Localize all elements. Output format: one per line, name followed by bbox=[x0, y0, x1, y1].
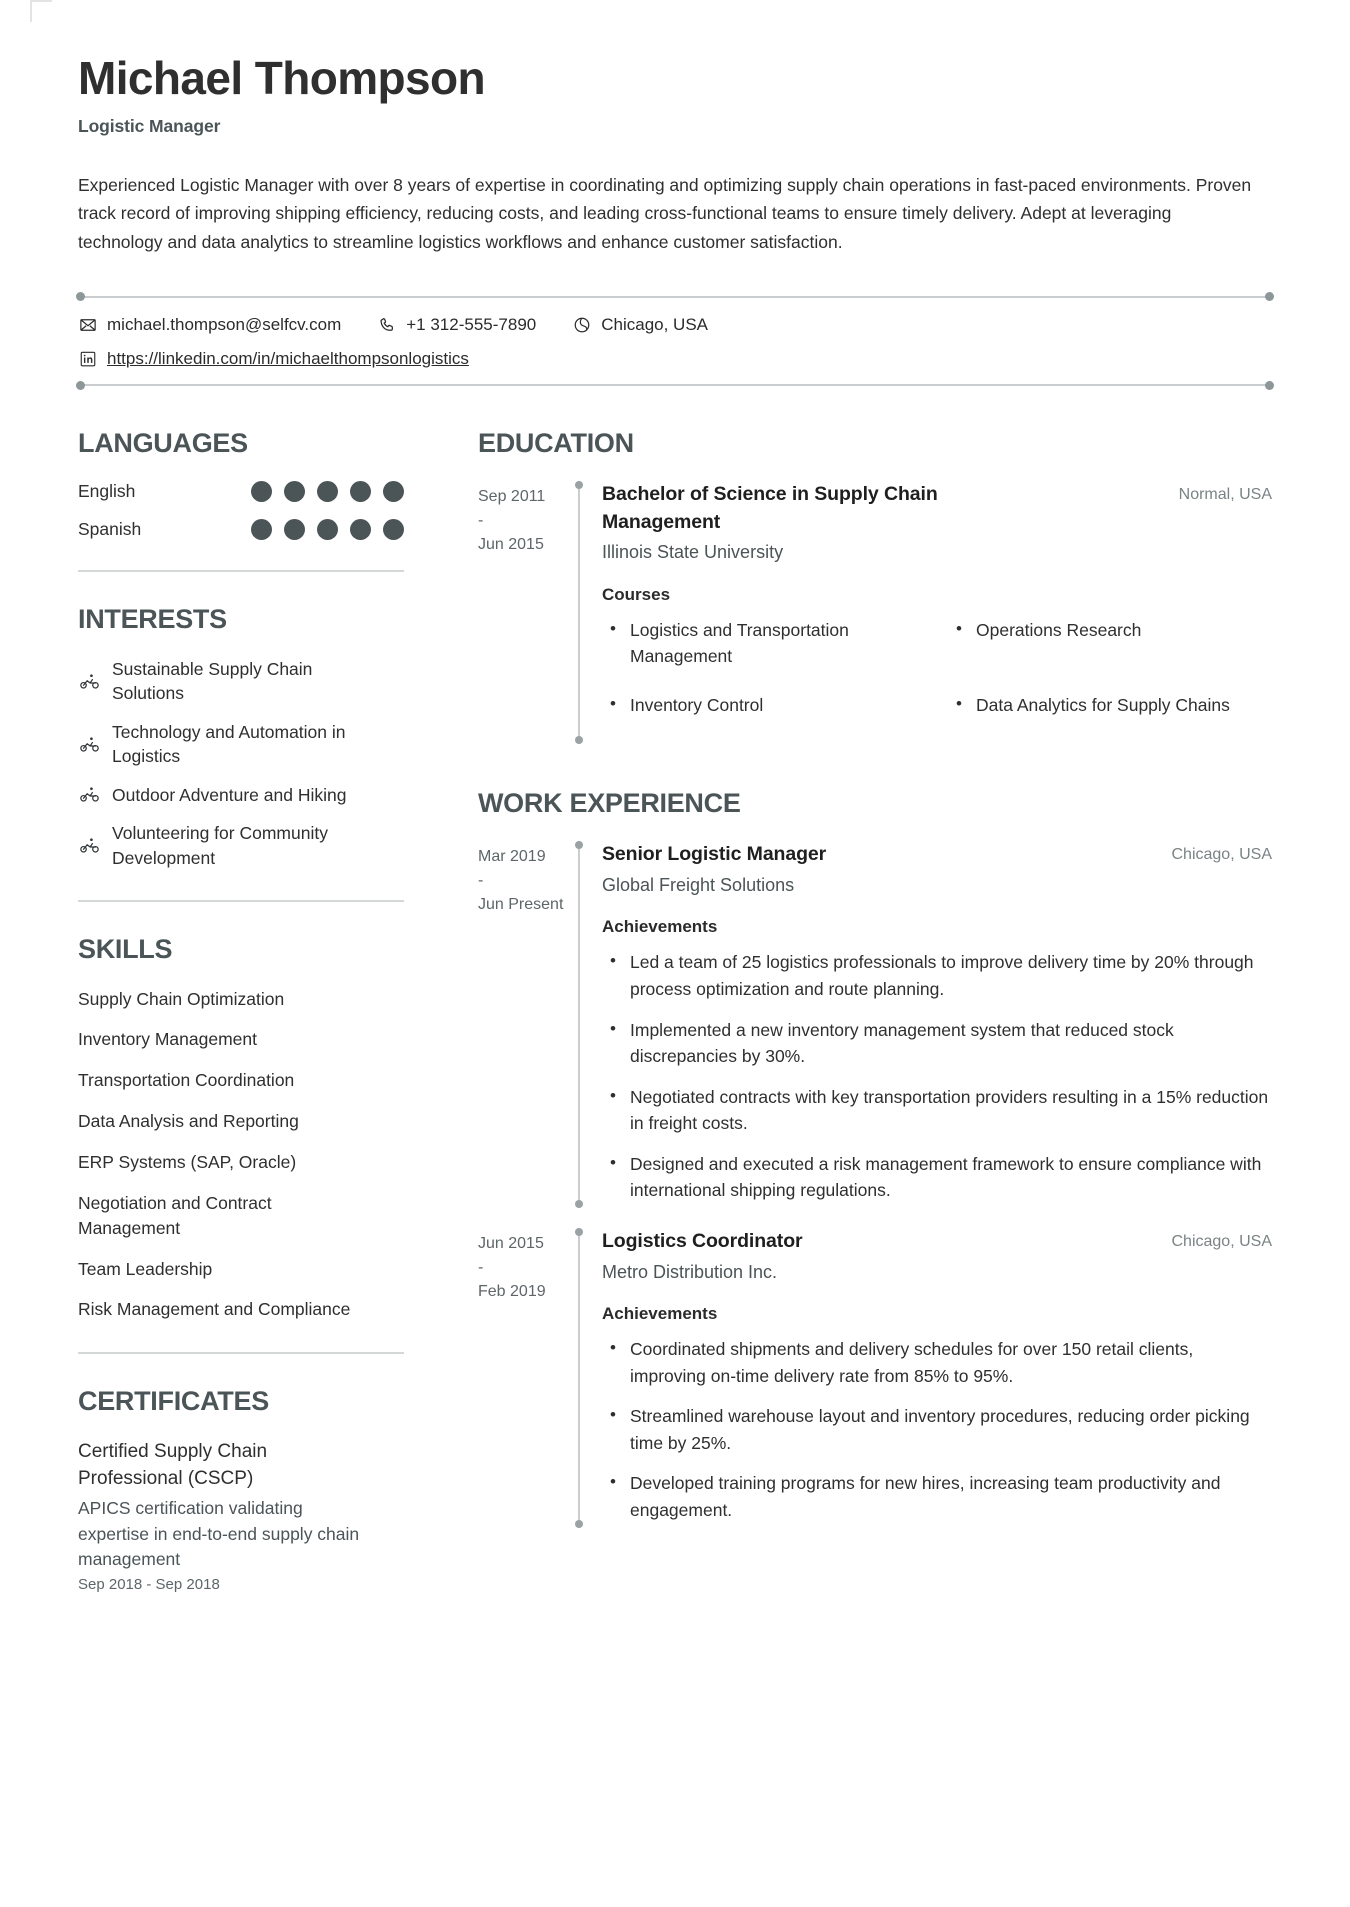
main-column bbox=[426, 428, 1272, 1527]
language-row bbox=[78, 481, 404, 502]
bicycle-icon bbox=[78, 784, 100, 806]
section-work-experience bbox=[478, 788, 1272, 1527]
rating-dot bbox=[383, 481, 404, 502]
list-item bbox=[78, 783, 404, 808]
date-dash: - bbox=[478, 872, 484, 890]
job-location: Chicago, USA bbox=[1171, 1233, 1272, 1251]
skill-item: Supply Chain Optimization bbox=[78, 988, 285, 1009]
section-languages bbox=[78, 428, 404, 540]
bicycle-icon bbox=[78, 835, 100, 857]
achievements-label: Achievements bbox=[602, 917, 718, 937]
page-corner-mark bbox=[30, 0, 52, 22]
education-body bbox=[602, 481, 1272, 744]
section-title-languages: LANGUAGES bbox=[78, 428, 248, 459]
achievements-list bbox=[602, 1336, 1272, 1524]
contact-location bbox=[572, 314, 708, 336]
courses-list bbox=[602, 617, 1272, 741]
contact-phone[interactable] bbox=[377, 314, 536, 336]
skill-item: Transportation Coordination bbox=[78, 1070, 295, 1091]
section-title-skills: SKILLS bbox=[78, 933, 173, 964]
section-gap bbox=[478, 744, 1272, 788]
certificate-name: Certified Supply Chain Professional (CSCP) bbox=[78, 1440, 268, 1489]
date-end: Jun 2015 bbox=[478, 536, 544, 554]
rating-dot bbox=[350, 481, 371, 502]
work-date bbox=[478, 841, 578, 1208]
phone-icon bbox=[377, 315, 396, 334]
achievement-item: • Led a team of 25 logistics professionals to improve delivery time by 20% through process optimization and route planning. bbox=[602, 949, 1272, 1002]
page-title: Michael Thompson bbox=[78, 52, 485, 104]
rating-dot bbox=[251, 481, 272, 502]
resume-header bbox=[0, 0, 1350, 256]
rating-dot bbox=[317, 519, 338, 540]
timeline-line bbox=[578, 841, 580, 1208]
certificate-item bbox=[78, 1439, 404, 1594]
globe-icon bbox=[572, 315, 591, 334]
contact-location-text: Chicago, USA bbox=[601, 314, 709, 334]
contact-bottom-rule bbox=[78, 384, 1272, 386]
skill-item: Team Leadership bbox=[78, 1258, 213, 1279]
entry-gap bbox=[478, 1208, 1272, 1228]
section-title-education: EDUCATION bbox=[478, 428, 634, 459]
contact-email[interactable] bbox=[78, 314, 341, 336]
rating-dot bbox=[284, 481, 305, 502]
language-label: English bbox=[78, 481, 136, 502]
rating-dot bbox=[317, 481, 338, 502]
sidebar-divider bbox=[78, 900, 404, 902]
contact-lines bbox=[78, 298, 1272, 384]
achievement-item: • Negotiated contracts with key transportation providers resulting in a 15% reduction in freight costs. bbox=[602, 1084, 1272, 1137]
rating-dot bbox=[251, 519, 272, 540]
language-rating bbox=[251, 481, 404, 502]
skill-item: Data Analysis and Reporting bbox=[78, 1111, 299, 1132]
job-role: Senior Logistic Manager bbox=[602, 843, 827, 866]
rating-dot bbox=[284, 519, 305, 540]
contact-row-primary bbox=[78, 314, 1272, 336]
section-title-work-experience: WORK EXPERIENCE bbox=[478, 788, 741, 819]
interest-label: Outdoor Adventure and Hiking bbox=[112, 784, 347, 805]
language-row bbox=[78, 519, 404, 540]
rating-dot bbox=[350, 519, 371, 540]
course-item: • Operations Research bbox=[948, 617, 1272, 670]
date-start: Sep 2011 bbox=[478, 488, 546, 506]
date-dash: - bbox=[478, 1259, 484, 1277]
contact-top-rule bbox=[78, 296, 1272, 298]
date-start: Mar 2019 bbox=[478, 848, 546, 866]
work-entry bbox=[478, 841, 1272, 1208]
contact-phone-text: +1 312-555-7890 bbox=[406, 314, 537, 334]
date-dash: - bbox=[478, 512, 484, 530]
job-role: Logistics Coordinator bbox=[602, 1230, 803, 1253]
course-item: • Data Analytics for Supply Chains bbox=[948, 692, 1272, 741]
section-education bbox=[478, 428, 1272, 744]
skill-item: Negotiation and Contract Management bbox=[78, 1192, 272, 1238]
degree-title: Bachelor of Science in Supply Chain Management bbox=[602, 483, 938, 533]
resume-body bbox=[0, 428, 1350, 1593]
certificate-date: Sep 2018 - Sep 2018 bbox=[78, 1576, 220, 1594]
company-name: Global Freight Solutions bbox=[602, 875, 795, 896]
education-head bbox=[602, 481, 1272, 536]
company-name: Metro Distribution Inc. bbox=[602, 1261, 778, 1282]
job-title: Logistic Manager bbox=[78, 115, 221, 136]
sidebar-column bbox=[78, 428, 426, 1593]
contact-linkedin[interactable] bbox=[78, 348, 469, 370]
date-end: Feb 2019 bbox=[478, 1283, 546, 1301]
language-rating bbox=[251, 519, 404, 540]
envelope-icon bbox=[78, 315, 97, 334]
date-start: Jun 2015 bbox=[478, 1235, 544, 1253]
list-item bbox=[78, 720, 404, 769]
interest-label: Technology and Automation in Logistics bbox=[112, 721, 346, 767]
professional-summary: Experienced Logistic Manager with over 8 years of expertise in coordinating and optimizing supply chain operations in fast-paced environments. Proven track record of improving shipping efficiency, reducing costs, and leading cross-functional teams to ensure timely delivery. Adept at leveraging technology and data analytics to streamline logistics workflows and enhance customer satisfaction. bbox=[78, 174, 1252, 252]
education-date bbox=[478, 481, 578, 744]
achievement-item: • Developed training programs for new hires, increasing team productivity and engagement. bbox=[602, 1470, 1272, 1523]
interest-label: Sustainable Supply Chain Solutions bbox=[112, 658, 313, 704]
achievement-item: • Coordinated shipments and delivery schedules for over 150 retail clients, improving on-time delivery rate from 85% to 95%. bbox=[602, 1336, 1272, 1389]
work-date bbox=[478, 1228, 578, 1527]
achievements-list bbox=[602, 949, 1272, 1204]
certificate-description: APICS certification validating expertise in end-to-end supply chain management bbox=[78, 1497, 360, 1570]
contact-row-secondary bbox=[78, 348, 1272, 370]
list-item bbox=[78, 821, 404, 870]
section-skills bbox=[78, 934, 404, 1323]
timeline-line bbox=[578, 1228, 580, 1527]
bicycle-icon bbox=[78, 733, 100, 755]
section-title-interests: INTERESTS bbox=[78, 603, 227, 634]
contact-linkedin-text[interactable]: https://linkedin.com/in/michaelthompsonlogistics bbox=[107, 349, 469, 369]
education-location: Normal, USA bbox=[1178, 486, 1272, 504]
course-item: • Inventory Control bbox=[602, 692, 926, 719]
sidebar-divider bbox=[78, 1352, 404, 1354]
school-name: Illinois State University bbox=[602, 542, 784, 563]
sidebar-divider bbox=[78, 570, 404, 572]
interest-label: Volunteering for Community Development bbox=[112, 823, 328, 868]
work-entry bbox=[478, 1228, 1272, 1527]
bicycle-icon bbox=[78, 670, 100, 692]
work-head bbox=[602, 1228, 1272, 1256]
contact-email-text: michael.thompson@selfcv.com bbox=[107, 314, 342, 334]
courses-label: Courses bbox=[602, 584, 671, 604]
course-item: • Logistics and Transportation Management bbox=[602, 617, 926, 670]
date-end: Jun Present bbox=[478, 896, 564, 914]
rating-dot bbox=[383, 519, 404, 540]
contact-block bbox=[0, 296, 1350, 386]
skill-item: Risk Management and Compliance bbox=[78, 1299, 351, 1320]
section-interests bbox=[78, 604, 404, 871]
linkedin-icon bbox=[78, 350, 97, 369]
language-label: Spanish bbox=[78, 519, 142, 540]
job-location: Chicago, USA bbox=[1171, 846, 1272, 864]
skill-item: Inventory Management bbox=[78, 1029, 257, 1050]
skill-item: ERP Systems (SAP, Oracle) bbox=[78, 1151, 297, 1172]
work-body bbox=[602, 1228, 1272, 1527]
section-title-certificates: CERTIFICATES bbox=[78, 1385, 269, 1416]
education-entry bbox=[478, 481, 1272, 744]
achievement-item: • Implemented a new inventory management system that reduced stock discrepancies by 30%. bbox=[602, 1017, 1272, 1070]
achievement-item: • Streamlined warehouse layout and inventory procedures, reducing order picking time by 25%. bbox=[602, 1403, 1272, 1456]
work-head bbox=[602, 841, 1272, 869]
section-certificates bbox=[78, 1386, 404, 1594]
timeline-line bbox=[578, 481, 580, 744]
achievement-item: • Designed and executed a risk management framework to ensure compliance with international shipping regulations. bbox=[602, 1151, 1272, 1204]
list-item bbox=[78, 657, 404, 706]
work-body bbox=[602, 841, 1272, 1208]
achievements-label: Achievements bbox=[602, 1303, 718, 1323]
